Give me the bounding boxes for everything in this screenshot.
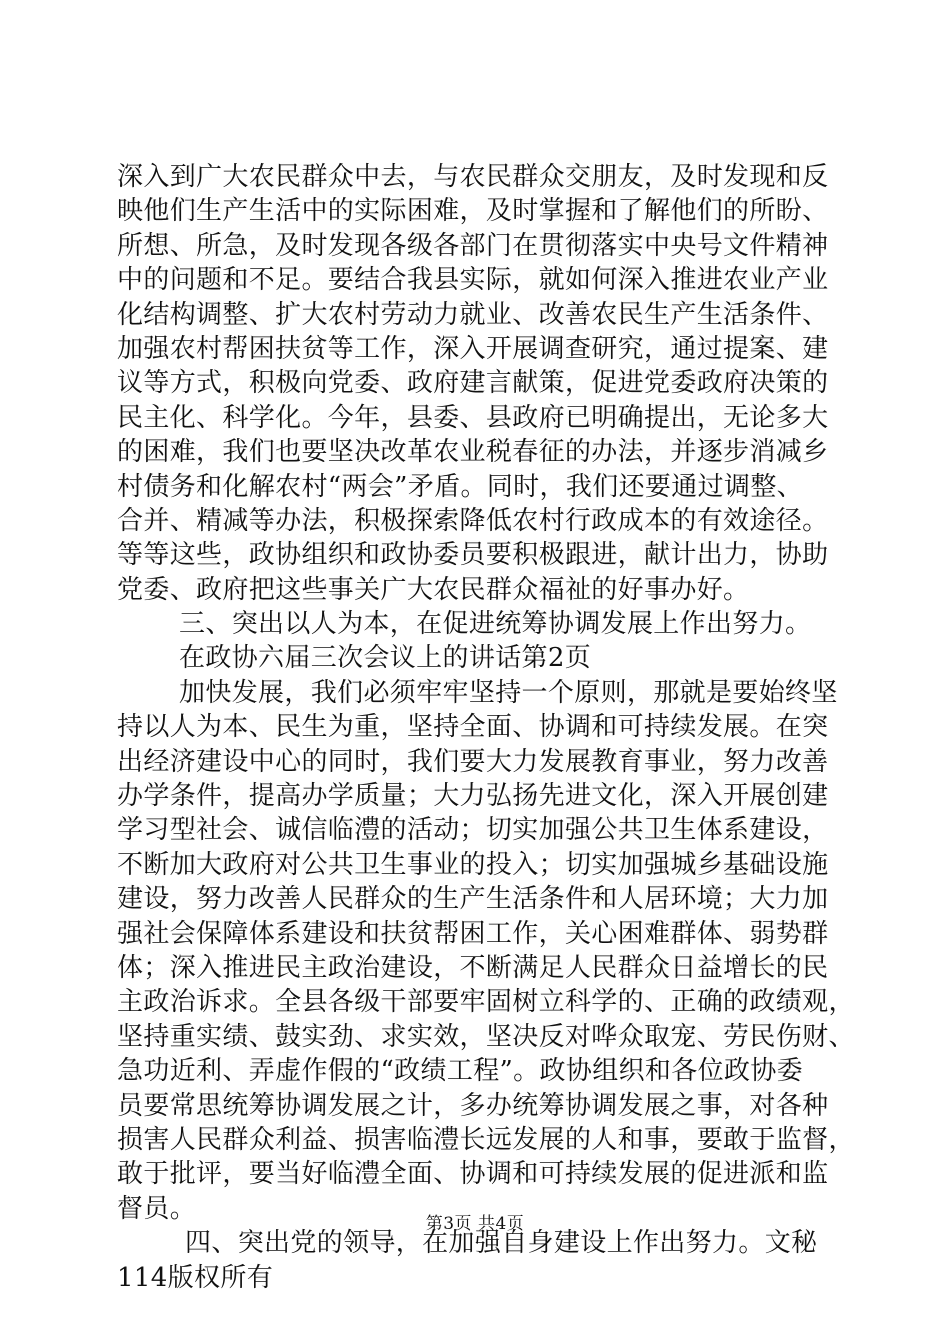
text-line: 加快发展，我们必须牢牢坚持一个原则，那就是要始终坚 (179, 677, 838, 708)
text-line: 化结构调整、扩大农村劳动力就业、改善农民生产生活条件、 (117, 299, 829, 330)
text-line: 不断加大政府对公共卫生事业的投入；切实加强城乡基础设施 (117, 849, 829, 880)
text-line: 体；深入推进民主政治建设，不断满足人民群众日益增长的民 (117, 952, 829, 983)
text-line: 深入到广大农民群众中去，与农民群众交朋友，及时发现和反 (117, 162, 829, 192)
text-line: 所想、所急，及时发现各级各部门在贯彻落实中央号文件精神 (117, 230, 829, 261)
text-line: 中的问题和不足。要结合我县实际，就如何深入推进农业产业 (117, 265, 829, 296)
text-line: 学习型社会、诚信临澧的活动；切实加强公共卫生体系建设， (117, 815, 829, 846)
text-line: 合并、精减等办法，积极探索降低农村行政成本的有效途径。 (117, 505, 829, 536)
text-line: 等等这些，政协组织和政协委员要积极跟进，献计出力，协助 (117, 540, 829, 571)
page-marker: 在政协六届三次会议上的讲话第2页 (179, 643, 592, 674)
text-line: 急功近利、弄虚作假的“政绩工程”。政协组织和各位政协委 (117, 1056, 804, 1087)
text-line: 加强农村帮困扶贫等工作，深入开展调查研究，通过提案、建 (117, 333, 829, 364)
text-line: 坚持重实绩、鼓实劲、求实效，坚决反对哗众取宠、劳民伤财、 (117, 1021, 855, 1052)
text-line: 村债务和化解农村“两会”矛盾。同时，我们还要通过调整、 (117, 471, 804, 502)
text-line: 议等方式，积极向党委、政府建言献策，促进党委政府决策的 (117, 368, 829, 399)
section-heading: 三、突出以人为本，在促进统筹协调发展上作出努力。 (179, 609, 812, 640)
text-line: 的困难，我们也要坚决改革农业税春征的办法，并逐步消减乡 (117, 437, 829, 468)
text-line: 办学条件，提高办学质量；大力弘扬先进文化，深入开展创建 (117, 781, 829, 812)
text-line: 民主化、科学化。今年，县委、县政府已明确提出，无论多大 (117, 402, 829, 433)
text-line: 建设，努力改善人民群众的生产生活条件和人居环境；大力加 (117, 884, 829, 915)
text-line: 映他们生产生活中的实际困难，及时掌握和了解他们的所盼、 (117, 196, 829, 227)
section-heading: 四、突出党的领导，在加强自身建设上作出努力。文秘 (185, 1228, 818, 1259)
text-line: 损害人民群众利益、损害临澧长远发展的人和事，要敢于监督， (117, 1124, 855, 1155)
text-line: 员要常思统筹协调发展之计，多办统筹协调发展之事，对各种 (117, 1090, 829, 1121)
text-line: 党委、政府把这些事关广大农民群众福祉的好事办好。 (117, 574, 750, 605)
body-text (117, 160, 855, 1295)
text-line: 主政治诉求。全县各级干部要牢固树立科学的、正确的政绩观， (117, 987, 855, 1018)
text-line: 持以人为本、民生为重，坚持全面、协调和可持续发展。在突 (117, 712, 829, 743)
text-line: 出经济建设中心的同时，我们要大力发展教育事业，努力改善 (117, 746, 829, 777)
text-line: 敢于批评，要当好临澧全面、协调和可持续发展的促进派和监 (117, 1159, 829, 1190)
text-line: 114版权所有 (117, 1262, 274, 1293)
page-footer: 第3页 共4页 (425, 1214, 525, 1234)
text-line: 督员。 (117, 1193, 197, 1224)
text-line: 强社会保障体系建设和扶贫帮困工作，关心困难群体、弱势群 (117, 918, 829, 949)
